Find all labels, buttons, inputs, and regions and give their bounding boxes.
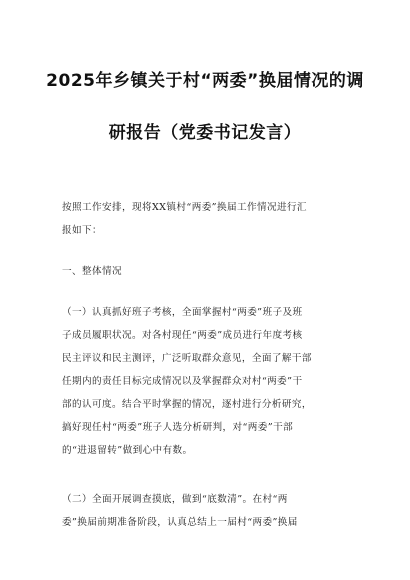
paragraph-line: 搞好现任村“两委”班子人选分析研判，对“两委”干部: [62, 422, 294, 433]
intro-line: 报如下：: [62, 225, 102, 236]
paragraph-line: 的“进退留转”做到心中有数。: [62, 445, 193, 456]
paragraph-line: （二）全面开展调查摸底，做到“底数清”。在村“两: [62, 494, 288, 505]
paragraph-line: 委”换届前期准备阶段，认真总结上一届村“两委”换届: [62, 517, 298, 528]
paragraph-two: [62, 488, 352, 534]
paragraph-line: 任期内的责任目标完成情况以及掌握群众对村“两委”干: [62, 376, 303, 387]
document-title-line-2: 研报告（党委书记发言）: [108, 123, 302, 143]
section-heading: [62, 260, 352, 283]
document-title-line-1: 2025年乡镇关于村“两委”换届情况的调: [46, 71, 364, 91]
intro-line: 按照工作安排，现将XX镇村“两委”换届工作情况进行汇: [62, 202, 307, 213]
paragraph-line: 部的认可度。结合平时掌握的情况，逐村进行分析研究，: [62, 399, 312, 410]
intro-paragraph: [62, 196, 352, 242]
paragraph-line: （一）认真抓好班子考核，全面掌握村“两委”班子及班: [62, 307, 303, 318]
paragraph-one: [62, 301, 352, 462]
paragraph-line: 民主评议和民主测评，广泛听取群众意见，全面了解干部: [62, 353, 312, 364]
paragraph-line: 子成员履职状况。对各村现任“两委”成员进行年度考核: [62, 330, 303, 341]
section-heading-text: 一、整体情况: [62, 266, 122, 277]
